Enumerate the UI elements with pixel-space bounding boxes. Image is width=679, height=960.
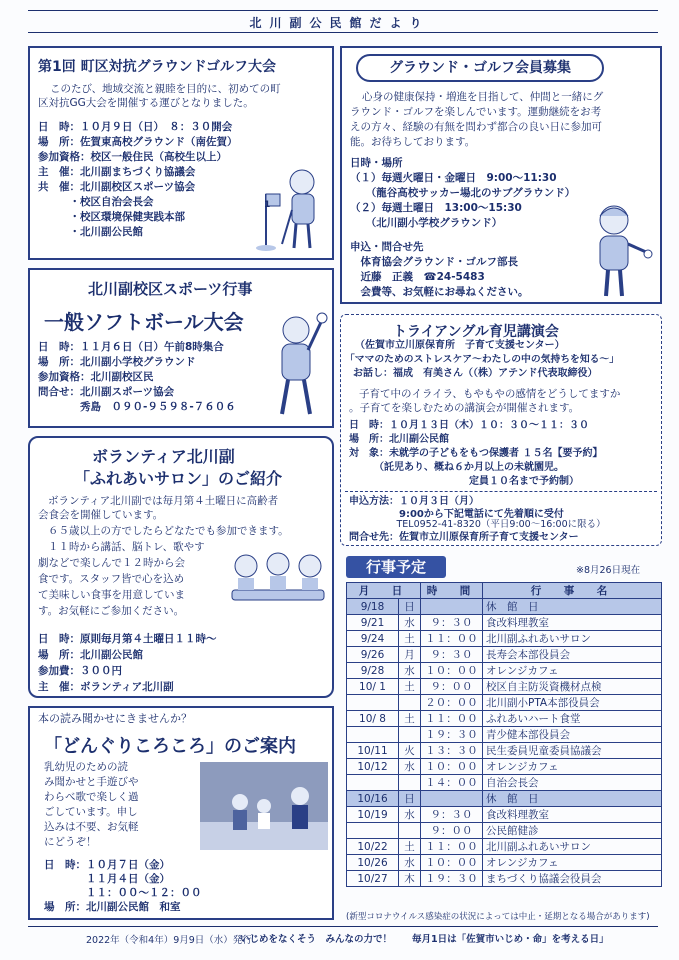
schedule-date: 10/27 (347, 871, 399, 887)
schedule-row (347, 599, 662, 615)
recruit-line-1: （１）毎週火曜日・金曜日 9:00～11:30 (350, 172, 557, 184)
lecture-apply-1: 申込方法：１０月３日（月） (349, 496, 479, 507)
schedule-time: １４：００ (421, 775, 483, 791)
salon-panel (28, 436, 334, 698)
softball-line-date: 日 時：１１月６日（日）午前8時集合 (38, 341, 224, 353)
lecture-theme: 「ママのためのストレスケア～わたしの中の気持ちを知る～」 (345, 354, 620, 365)
softball-player-figure (262, 310, 330, 420)
recruit-line-4: （北川副小学校グラウンド） (350, 217, 503, 229)
schedule-note: (新型コロナウイルス感染症の状況によっては中止・延期となる場合があります) (346, 912, 650, 922)
schedule-weekday: 日 (399, 791, 421, 807)
golf-title: 第1回 町区対抗グラウンドゴルフ大会 (38, 59, 277, 75)
schedule-date: 9/26 (347, 647, 399, 663)
lecture-apply-2: 9:00から下記電話にて先着順に受付 (349, 509, 564, 520)
salon-body-1: ボランティア北川副では毎月第４土曜日に高齢者 (48, 495, 279, 507)
golf-line-date: 日 時：１０月９日（日） ８：３０開会 (38, 121, 233, 133)
schedule-time (421, 791, 483, 807)
lecture-line-place: 場 所：北川副公民館 (349, 434, 449, 445)
schedule-row (347, 679, 662, 695)
recruit-title: グラウンド・ゴルフ会員募集 (356, 54, 604, 82)
schedule-body (347, 599, 662, 887)
schedule-time: １０：００ (421, 663, 483, 679)
schedule-time: １０：００ (421, 759, 483, 775)
schedule-row (347, 711, 662, 727)
schedule-time: １３：３０ (421, 743, 483, 759)
schedule-time: ９：３０ (421, 615, 483, 631)
salon-body-5: 劇などで楽しんで１２時から会 (38, 557, 185, 569)
lecture-contact: 問合せ先：佐賀市立川原保育所子育て支援センター (349, 532, 579, 543)
schedule-header-date: 月 日 (347, 583, 421, 599)
recruit-line-contact-2: 近藤 正義 ☎24-5483 (350, 271, 485, 283)
golf-body-2: 区対抗GG大会を開催する運びとなりました。 (38, 97, 254, 109)
recruit-line-contact-heading: 申込・問合せ先 (350, 241, 424, 253)
schedule-date (347, 727, 399, 743)
schedule-date: 10/19 (347, 807, 399, 823)
salon-line-fee: 参加費：３００円 (38, 665, 122, 677)
reading-body-4: ごしています。申し (44, 806, 138, 818)
lecture-line-target: 対 象：未就学の子どもをもつ保護者 １５名【要予約】 (349, 448, 603, 459)
schedule-time: １１：００ (421, 631, 483, 647)
schedule-date: 9/24 (347, 631, 399, 647)
schedule-date: 10/16 (347, 791, 399, 807)
recruit-body-2: ラウンド・ゴルフを楽しんでいます。運動継続をお考 (350, 106, 602, 118)
schedule-time: １１：００ (421, 711, 483, 727)
schedule-time: ９：３０ (421, 807, 483, 823)
recruit-body-3: えの方々、経験の有無を問わず都合の良い日に参加可 (350, 121, 602, 133)
schedule-row (347, 839, 662, 855)
reading-panel (28, 706, 334, 920)
softball-line-eligibility: 参加資格：北川副校区民 (38, 371, 154, 383)
schedule-time: １０：００ (421, 855, 483, 871)
schedule-date: 10/26 (347, 855, 399, 871)
schedule-time: １９：３０ (421, 727, 483, 743)
recruit-line-2: （龍谷高校サッカー場北のサブグラウンド） (350, 187, 576, 199)
reading-line-date: 日 時：１０月７日（金） (44, 859, 170, 871)
schedule-event: 休 館 日 (483, 791, 662, 807)
lecture-speaker: お話し：福成 有美さん（（株）アテンド代表取締役） (353, 368, 598, 379)
schedule-weekday: 水 (399, 855, 421, 871)
schedule-row (347, 631, 662, 647)
schedule-event: オレンジカフェ (483, 759, 662, 775)
schedule-event: 食改料理教室 (483, 807, 662, 823)
schedule-weekday: 土 (399, 839, 421, 855)
schedule-event: 食改料理教室 (483, 615, 662, 631)
lecture-divider (345, 491, 657, 492)
schedule-event: 北川副ふれあいサロン (483, 839, 662, 855)
schedule-weekday: 水 (399, 663, 421, 679)
schedule-row (347, 807, 662, 823)
footer-issued: 2022年（令和4年）9月9日（水）発行 (86, 935, 252, 946)
salon-body-4: １１時から講話、脳トレ、歌やす (48, 541, 205, 553)
schedule-date (347, 695, 399, 711)
golf-line-cohost: 共 催：北川副校区スポーツ協会 (38, 181, 196, 193)
schedule-row (347, 791, 662, 807)
schedule-header-event: 行 事 名 (483, 583, 662, 599)
lecture-org: （佐賀市立川原保育所 子育て支援センター） (355, 340, 565, 351)
schedule-date: 10/11 (347, 743, 399, 759)
schedule-event: まちづくり協議会役員会 (483, 871, 662, 887)
softball-panel (28, 268, 334, 428)
recruit-line-3: （２）毎週土曜日 13:00～15:30 (350, 202, 522, 214)
softball-title-2: 一般ソフトボール大会 (44, 310, 244, 334)
salon-body-2: 会食会を開催しています。 (38, 509, 164, 521)
schedule-row (347, 695, 662, 711)
golf-line-cohost-4: ・北川副公民館 (38, 226, 143, 238)
schedule-weekday: 水 (399, 759, 421, 775)
schedule-event: 休 館 日 (483, 599, 662, 615)
schedule-event: 自治会長会 (483, 775, 662, 791)
schedule-date: 10/ 1 (347, 679, 399, 695)
salon-body-3: ６５歳以上の方でしたらどなたでも参加できます。 (48, 525, 289, 537)
salon-line-host: 主 催：ボランティア北川副 (38, 681, 174, 693)
recruit-panel (340, 46, 662, 304)
schedule-time (421, 599, 483, 615)
softball-line-place: 場 所：北川副小学校グラウンド (38, 356, 196, 368)
golf-flag-number: 1 (264, 200, 271, 210)
schedule-event: 青少健本部役員会 (483, 727, 662, 743)
salon-body-8: す。お気軽にご参加ください。 (38, 605, 185, 617)
schedule-weekday (399, 727, 421, 743)
schedule-weekday: 月 (399, 647, 421, 663)
lecture-body-2: 。子育てを楽しむための講演会が開催されます。 (349, 402, 580, 414)
schedule-date: 9/18 (347, 599, 399, 615)
schedule-weekday (399, 775, 421, 791)
schedule-weekday: 火 (399, 743, 421, 759)
schedule-row (347, 663, 662, 679)
schedule-row (347, 775, 662, 791)
schedule-row (347, 871, 662, 887)
schedule-title: 行事予定 (346, 556, 446, 578)
schedule-event: 公民館健診 (483, 823, 662, 839)
schedule-event: ふれあいハート食堂 (483, 711, 662, 727)
schedule-row (347, 727, 662, 743)
schedule-date (347, 775, 399, 791)
schedule-date: 9/21 (347, 615, 399, 631)
schedule-date: 10/ 8 (347, 711, 399, 727)
salon-title-1: ボランティア北川副 (92, 447, 235, 466)
lecture-line-childcare: （託児あり、概ね６か月以上の未就園児。 (349, 462, 564, 473)
lecture-line-childcare-2: 定員１０名まで予約制） (349, 476, 579, 487)
softball-line-contact: 問合せ：北川副スポーツ協会 (38, 386, 175, 398)
golf-line-cohost-2: ・校区自治会長会 (38, 196, 154, 208)
schedule-table (346, 582, 662, 887)
reading-body-5: 込みは不要、お気軽 (44, 821, 139, 833)
schedule-date (347, 823, 399, 839)
golfer-woman-figure (580, 200, 656, 300)
schedule-date: 10/12 (347, 759, 399, 775)
schedule-time: １１：００ (421, 839, 483, 855)
salon-title-2: 「ふれあいサロン」のご紹介 (74, 469, 283, 488)
schedule-event: 校区自主防災資機材点検 (483, 679, 662, 695)
schedule-weekday: 日 (399, 599, 421, 615)
schedule-event: 北川副ふれあいサロン (483, 631, 662, 647)
recruit-body-4: 能。お待ちしております。 (350, 136, 476, 148)
schedule-time: ９：３０ (421, 647, 483, 663)
schedule-event: 北川副小PTA本部役員会 (483, 695, 662, 711)
salon-body-7: て美味しい食事を用意していま (38, 589, 185, 601)
schedule-row (347, 823, 662, 839)
schedule-row (347, 759, 662, 775)
recruit-line-heading: 日時・場所 (350, 157, 403, 169)
diners-figure (228, 546, 328, 616)
schedule-event: オレンジカフェ (483, 663, 662, 679)
golf-line-cohost-3: ・校区環境保健実践本部 (38, 211, 185, 223)
schedule-weekday: 水 (399, 615, 421, 631)
reading-question: 本の読み聞かせにきませんか？ (38, 712, 192, 725)
schedule-weekday: 土 (399, 711, 421, 727)
schedule-weekday: 水 (399, 807, 421, 823)
masthead-rule-bottom (28, 32, 658, 33)
reading-body-6: にどうぞ！ (44, 836, 97, 848)
reading-line-place: 場 所：北川副公民館 和室 (44, 901, 181, 913)
masthead-rule-top (28, 10, 658, 11)
golf-tournament-panel (28, 46, 334, 260)
schedule-weekday: 土 (399, 679, 421, 695)
schedule-time: ２０：００ (421, 695, 483, 711)
schedule-row (347, 647, 662, 663)
schedule-weekday (399, 823, 421, 839)
lecture-line-date: 日 時：１０月１３日（木）１０：３０～１１：３０ (349, 420, 589, 431)
golf-line-eligibility: 参加資格：校区一般住民（高校生以上） (38, 151, 227, 163)
softball-line-phone: 秀島 ０９０-９５９８-７６０６ (38, 401, 236, 413)
reading-line-time: １１：００～１２：００ (44, 887, 202, 899)
recruit-line-contact-3: 会費等、お気軽にお尋ねください。 (350, 286, 529, 298)
golf-line-host: 主 催：北川副まちづくり協議会 (38, 166, 196, 178)
schedule-event: 長寿会本部役員会 (483, 647, 662, 663)
schedule-date: 9/28 (347, 663, 399, 679)
schedule-asof: ※8月26日現在 (576, 565, 641, 576)
softball-title-1: 北川副校区スポーツ行事 (88, 280, 253, 298)
footer-slogan-2: 毎月1日は「佐賀市いじめ・命」を考える日」 (412, 934, 609, 945)
schedule-row (347, 855, 662, 871)
reading-body-2: み聞かせと手遊びや (44, 776, 139, 788)
schedule-event: オレンジカフェ (483, 855, 662, 871)
footer-rule (28, 926, 658, 927)
lecture-body-1: 子育て中のイライラ、もやもやの感情をどうしてますか (359, 388, 621, 400)
reading-photo (200, 762, 328, 850)
lecture-apply-3: TEL0952-41-8320（平日9:00～16:00に限る） (349, 519, 606, 530)
golf-line-place: 場 所：佐賀東高校グラウンド（南佐賀） (38, 136, 238, 148)
schedule-time: ９：００ (421, 679, 483, 695)
golf-body-1: このたび、地域交流と親睦を目的に、初めての町 (50, 83, 281, 95)
salon-line-place: 場 所：北川副公民館 (38, 649, 143, 661)
lecture-panel (340, 314, 662, 546)
recruit-body-1: 心身の健康保持・増進を目指して、仲間と一緒にグ (362, 91, 604, 103)
schedule-weekday (399, 695, 421, 711)
salon-line-date: 日 時：原則毎月第４土曜日１１時～ (38, 633, 217, 645)
schedule-header-time: 時 間 (421, 583, 483, 599)
schedule-weekday: 土 (399, 631, 421, 647)
schedule-time: ９：００ (421, 823, 483, 839)
salon-body-6: 食です。スタッフ皆で心を込め (38, 573, 185, 585)
reading-body-1: 乳幼児のための読 (44, 761, 128, 773)
schedule-row (347, 743, 662, 759)
footer-slogan-1: いじめをなくそう みんなの力で！ (240, 934, 393, 945)
reading-line-date-2: １１月４日（金） (44, 873, 170, 885)
recruit-line-contact-1: 体育協会グラウンド・ゴルフ部長 (350, 256, 518, 268)
schedule-date: 10/22 (347, 839, 399, 855)
schedule-time: １９：３０ (421, 871, 483, 887)
lecture-title: トライアングル育児講演会 (393, 324, 559, 340)
schedule-event: 民生委員児童委員協議会 (483, 743, 662, 759)
schedule-row (347, 615, 662, 631)
schedule-weekday: 木 (399, 871, 421, 887)
reading-body-3: わらべ歌で楽しく過 (44, 791, 139, 803)
reading-title: 「どんぐりころころ」のご案内 (44, 736, 296, 757)
masthead-title: 北川副公民館だより (249, 16, 430, 30)
